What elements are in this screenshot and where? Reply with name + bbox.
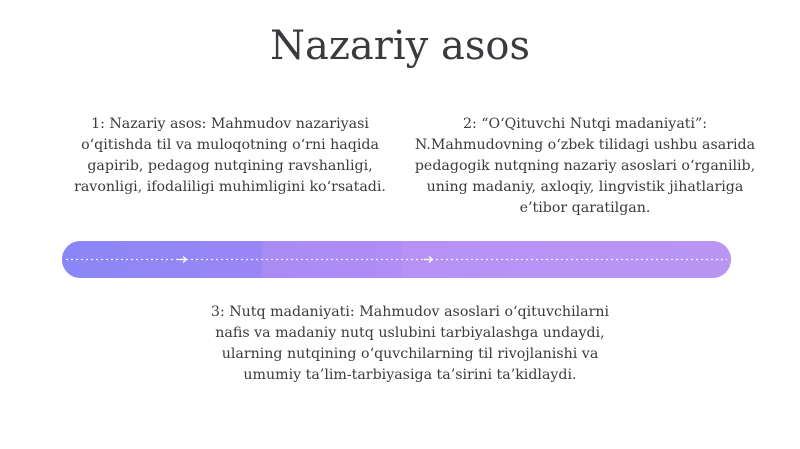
- point-2-text: 2: “O‘Qituvchi Nutqi madaniyati”: N.Mahmudovning o‘zbek tilidagi ushbu asarida pedagogik nutqning nazariy asoslari o‘rganilib, uning madaniy, axloqiy, lingvistik jihatlariga e’tibor qaratilgan.: [414, 116, 756, 216]
- point-1-text: 1: Nazariy asos: Mahmudov nazariyasi o‘qitishda til va muloqotning o‘rni haqida gapirib, pedagog nutqining ravshanligi, ravonligi, ifodaliligi muhimligini ko‘rsatadi.: [74, 116, 386, 195]
- arrow-right-icon: [178, 255, 188, 264]
- timeline-dotted-line: [62, 258, 731, 261]
- point-3-text: 3: Nutq madaniyati: Mahmudov asoslari o‘qituvchilarni nafis va madaniy nutq uslubini tarbiyalashga undaydi, ularning nutqining o‘quvchilarning til rivojlanishi va umumiy ta’lim-tarbiyasiga ta’sirini ta’kidlaydi.: [210, 304, 610, 383]
- slide-title: Nazariy asos: [270, 23, 530, 69]
- timeline-bar: [62, 241, 731, 278]
- arrow-right-icon: [424, 255, 434, 264]
